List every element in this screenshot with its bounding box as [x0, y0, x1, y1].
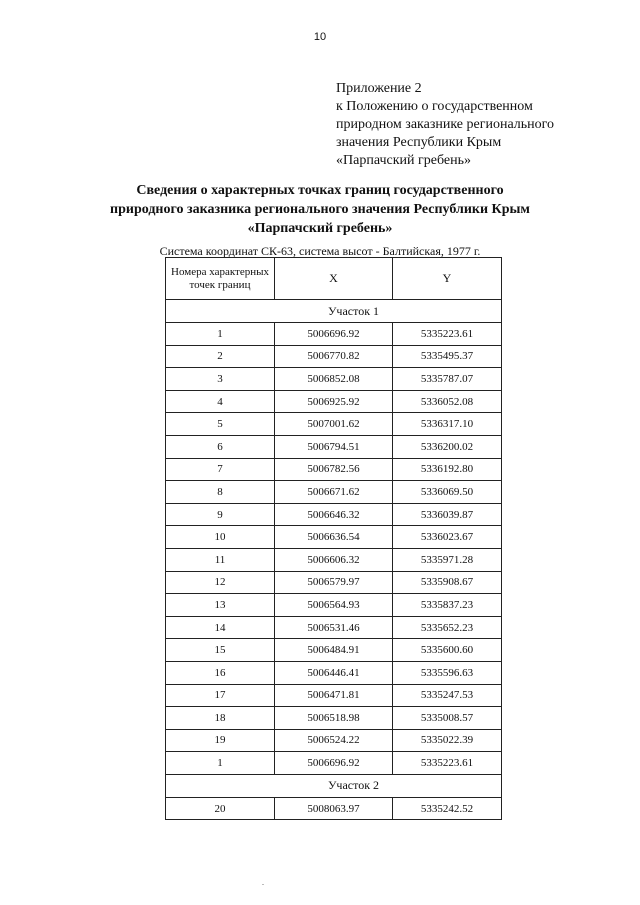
point-number-cell: 18 — [166, 707, 275, 730]
point-number-cell: 12 — [166, 571, 275, 594]
table-row — [166, 481, 502, 504]
header-point-line: точек границ — [189, 278, 251, 291]
y-coordinate-cell: 5335008.57 — [393, 707, 502, 730]
table-row — [166, 548, 502, 571]
table-row — [166, 571, 502, 594]
appendix-line: Приложение 2 — [336, 81, 422, 96]
x-coordinate-cell: 5007001.62 — [275, 413, 393, 436]
point-number-cell: 10 — [166, 526, 275, 549]
appendix-line: природном заказнике регионального — [336, 117, 555, 132]
title-line: Сведения о характерных точках границ государственного — [136, 183, 504, 198]
table-row — [166, 413, 502, 436]
x-coordinate-cell: 5006531.46 — [275, 616, 393, 639]
table-row — [166, 729, 502, 752]
y-coordinate-cell: 5336069.50 — [393, 481, 502, 504]
table-row — [166, 368, 502, 391]
y-coordinate-cell: 5335596.63 — [393, 661, 502, 684]
point-number-cell: 16 — [166, 661, 275, 684]
y-coordinate-cell: 5335495.37 — [393, 345, 502, 368]
y-coordinate-cell: 5335022.39 — [393, 729, 502, 752]
point-number-cell: 11 — [166, 548, 275, 571]
title-line: природного заказника регионального значения Республики Крым — [110, 202, 530, 217]
header-x: X — [275, 258, 393, 300]
table-body — [166, 300, 502, 820]
x-coordinate-cell: 5006782.56 — [275, 458, 393, 481]
x-coordinate-cell: 5006484.91 — [275, 639, 393, 662]
y-coordinate-cell: 5336200.02 — [393, 435, 502, 458]
scan-speck — [262, 884, 264, 885]
title-line: «Парпачский гребень» — [247, 221, 393, 236]
point-number-cell: 2 — [166, 345, 275, 368]
table-row — [166, 503, 502, 526]
header-y: Y — [393, 258, 502, 300]
x-coordinate-cell: 5006606.32 — [275, 548, 393, 571]
table-row — [166, 661, 502, 684]
point-number-cell: 9 — [166, 503, 275, 526]
coordinate-system-caption: Система координат СК-63, система высот - Балтийская, 1977 г. — [159, 244, 481, 258]
x-coordinate-cell: 5006518.98 — [275, 707, 393, 730]
point-number-cell: 14 — [166, 616, 275, 639]
table-row — [166, 639, 502, 662]
table-row — [166, 684, 502, 707]
x-coordinate-cell: 5006646.32 — [275, 503, 393, 526]
x-coordinate-cell: 5006564.93 — [275, 594, 393, 617]
table-row — [166, 323, 502, 346]
appendix-reference — [336, 80, 626, 170]
point-number-cell: 13 — [166, 594, 275, 617]
table-row — [166, 616, 502, 639]
table-row — [166, 526, 502, 549]
point-number-cell: 7 — [166, 458, 275, 481]
table-row — [166, 752, 502, 775]
section-label: Участок 1 — [166, 300, 502, 323]
x-coordinate-cell: 5006471.81 — [275, 684, 393, 707]
y-coordinate-cell: 5336192.80 — [393, 458, 502, 481]
x-coordinate-cell: 5006852.08 — [275, 368, 393, 391]
point-number-cell: 20 — [166, 797, 275, 820]
x-coordinate-cell: 5006636.54 — [275, 526, 393, 549]
y-coordinate-cell: 5335600.60 — [393, 639, 502, 662]
point-number-cell: 3 — [166, 368, 275, 391]
y-coordinate-cell: 5335247.53 — [393, 684, 502, 707]
x-coordinate-cell: 5006524.22 — [275, 729, 393, 752]
point-number-cell: 19 — [166, 729, 275, 752]
table-row — [166, 458, 502, 481]
y-coordinate-cell: 5336039.87 — [393, 503, 502, 526]
table-row — [166, 435, 502, 458]
appendix-line: «Парпачский гребень» — [336, 153, 471, 168]
appendix-line: значения Республики Крым — [336, 135, 502, 150]
y-coordinate-cell: 5336317.10 — [393, 413, 502, 436]
point-number-cell: 8 — [166, 481, 275, 504]
page-number: 10 — [313, 31, 327, 43]
point-number-cell: 15 — [166, 639, 275, 662]
y-coordinate-cell: 5335908.67 — [393, 571, 502, 594]
table-header-row — [166, 258, 502, 300]
point-number-cell: 5 — [166, 413, 275, 436]
x-coordinate-cell: 5006925.92 — [275, 390, 393, 413]
section-label: Участок 2 — [166, 774, 502, 797]
table-row — [166, 345, 502, 368]
y-coordinate-cell: 5335223.61 — [393, 323, 502, 346]
x-coordinate-cell: 5006579.97 — [275, 571, 393, 594]
header-point-line: Номера характерных — [171, 265, 269, 278]
section-row — [166, 300, 502, 323]
x-coordinate-cell: 5006671.62 — [275, 481, 393, 504]
table-row — [166, 390, 502, 413]
point-number-cell: 4 — [166, 390, 275, 413]
x-coordinate-cell: 5006770.82 — [275, 345, 393, 368]
point-number-cell: 17 — [166, 684, 275, 707]
x-coordinate-cell: 5006696.92 — [275, 323, 393, 346]
x-coordinate-cell: 5006794.51 — [275, 435, 393, 458]
x-coordinate-cell: 5008063.97 — [275, 797, 393, 820]
point-number-cell: 6 — [166, 435, 275, 458]
x-coordinate-cell: 5006446.41 — [275, 661, 393, 684]
y-coordinate-cell: 5335971.28 — [393, 548, 502, 571]
table-row — [166, 797, 502, 820]
point-number-cell: 1 — [166, 752, 275, 775]
section-row — [166, 774, 502, 797]
header-point-number — [166, 258, 275, 300]
document-title — [60, 181, 580, 238]
y-coordinate-cell: 5335242.52 — [393, 797, 502, 820]
y-coordinate-cell: 5336052.08 — [393, 390, 502, 413]
table-row — [166, 594, 502, 617]
x-coordinate-cell: 5006696.92 — [275, 752, 393, 775]
y-coordinate-cell: 5336023.67 — [393, 526, 502, 549]
y-coordinate-cell: 5335837.23 — [393, 594, 502, 617]
y-coordinate-cell: 5335223.61 — [393, 752, 502, 775]
appendix-line: к Положению о государственном — [336, 99, 533, 114]
y-coordinate-cell: 5335652.23 — [393, 616, 502, 639]
table-row — [166, 707, 502, 730]
point-number-cell: 1 — [166, 323, 275, 346]
y-coordinate-cell: 5335787.07 — [393, 368, 502, 391]
boundary-points-table — [165, 257, 502, 820]
